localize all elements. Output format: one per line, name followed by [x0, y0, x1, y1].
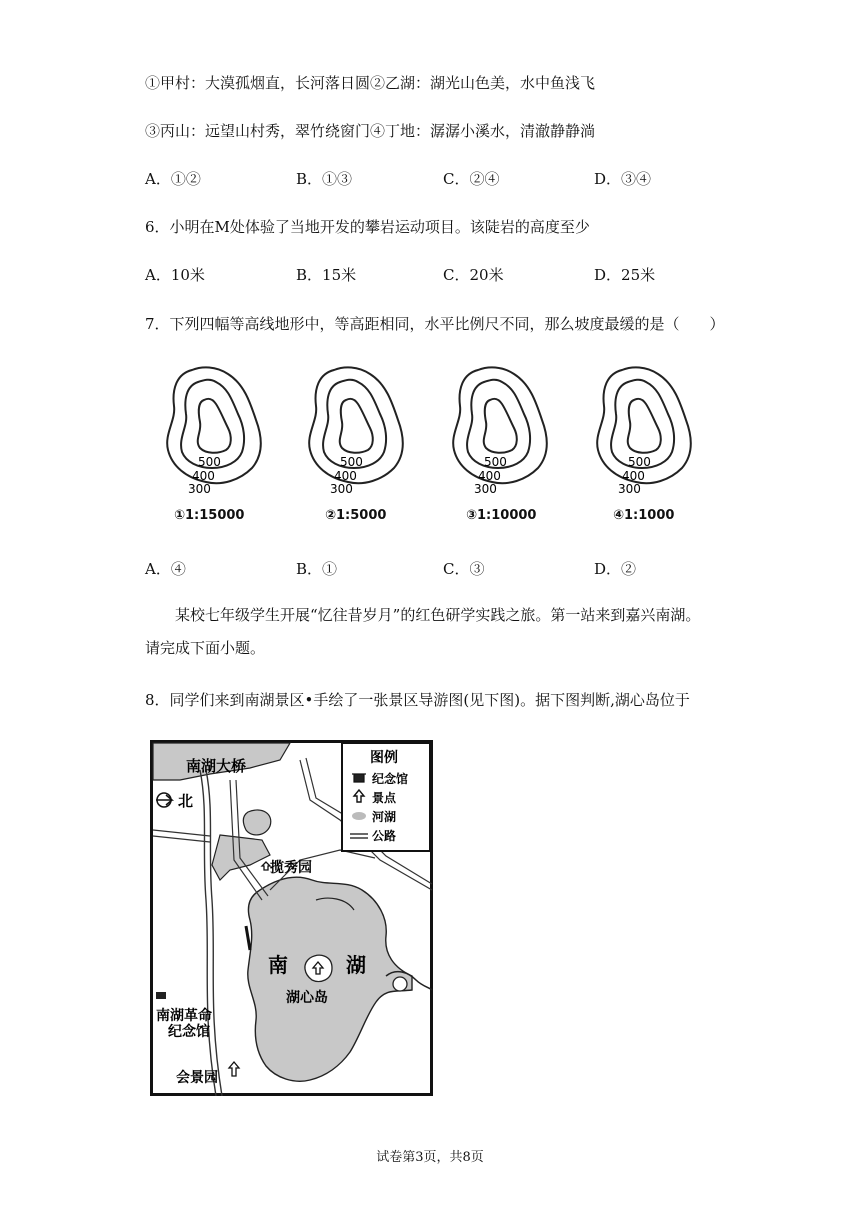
q6-stem: 6．小明在M处体验了当地开发的攀岩运动项目。该陡岩的高度至少	[145, 218, 590, 236]
label-huijing-garden: 会景园	[176, 1070, 218, 1086]
contour-label-300: 300	[618, 482, 641, 496]
lake-swatch-icon	[352, 812, 366, 820]
contour-label-500: 500	[198, 455, 221, 469]
label-huxin-island: 湖心岛	[286, 990, 328, 1006]
q5-option-b: B．①③	[296, 170, 353, 188]
q5-option-c: C．②④	[443, 170, 500, 188]
scale-label-1: ①1:15000	[174, 508, 245, 523]
contour-label-300: 300	[330, 482, 353, 496]
q7-option-c: C．③	[443, 560, 485, 578]
q7-stem: 7．下列四幅等高线地形中，等高距相同，水平比例尺不同，那么坡度最缓的是（ ）	[145, 315, 725, 333]
label-memorial-line1: 南湖革命	[156, 1008, 212, 1024]
label-lanxiu-garden: 揽秀园	[270, 860, 312, 876]
scale-label-3: ③1:10000	[466, 508, 537, 523]
contour-label-400: 400	[192, 469, 215, 483]
q7-option-a: A．④	[145, 560, 186, 578]
label-lake-hu: 湖	[346, 953, 366, 977]
legend-memorial: 纪念馆	[372, 772, 409, 786]
contour-map-3	[444, 362, 554, 506]
scale-label-4: ④1:1000	[613, 508, 675, 523]
q5-choice-line-1: ①甲村：大漠孤烟直，长河落日圆②乙湖：湖光山色美，水中鱼浅飞	[145, 74, 596, 92]
legend-lake: 河湖	[372, 810, 397, 824]
contour-map-4	[588, 362, 698, 506]
contour-map-1	[158, 362, 268, 506]
scale-label-2: ②1:5000	[325, 508, 387, 523]
page-footer: 试卷第3页，共8页	[376, 1150, 484, 1165]
contour-map-2	[300, 362, 410, 506]
q5-choice-line-2: ③丙山：远望山村秀，翠竹绕窗门④丁地：潺潺小溪水，清澈静静淌	[145, 122, 596, 140]
label-north: 北	[178, 792, 194, 810]
contour-label-400: 400	[622, 469, 645, 483]
q5-option-d: D．③④	[594, 170, 652, 188]
contour-label-300: 300	[474, 482, 497, 496]
q7-option-b: B．①	[296, 560, 338, 578]
q6-option-d: D．25米	[594, 266, 656, 284]
contour-label-500: 500	[484, 455, 507, 469]
q7-option-d: D．②	[594, 560, 637, 578]
q5-option-a: A．①②	[145, 170, 201, 188]
contour-label-400: 400	[334, 469, 357, 483]
q6-option-c: C．20米	[443, 266, 504, 284]
q8-stem: 8．同学们来到南湖景区•手绘了一张景区导游图(见下图)。据下图判断,湖心岛位于	[145, 691, 690, 709]
memorial-icon	[352, 774, 366, 782]
label-nanhu-bridge: 南湖大桥	[186, 757, 247, 775]
intro-paragraph: 某校七年级学生开展“忆往昔岁月”的红色研学实践之旅。第一站来到嘉兴南湖。请完成下面小题。	[145, 606, 701, 657]
contour-label-400: 400	[478, 469, 501, 483]
contour-label-500: 500	[340, 455, 363, 469]
legend-road: 公路	[372, 829, 397, 843]
q6-option-b: B．15米	[296, 266, 357, 284]
memorial-map-icon	[156, 992, 166, 999]
legend-scenic: 景点	[372, 791, 397, 805]
contour-label-300: 300	[188, 482, 211, 496]
label-lake-nan: 南	[268, 953, 288, 977]
q6-option-a: A．10米	[145, 266, 205, 284]
label-memorial-line2: 纪念馆	[168, 1024, 210, 1040]
legend-title: 图例	[370, 750, 398, 766]
nanhu-scenic-map	[150, 740, 433, 1096]
contour-label-500: 500	[628, 455, 651, 469]
